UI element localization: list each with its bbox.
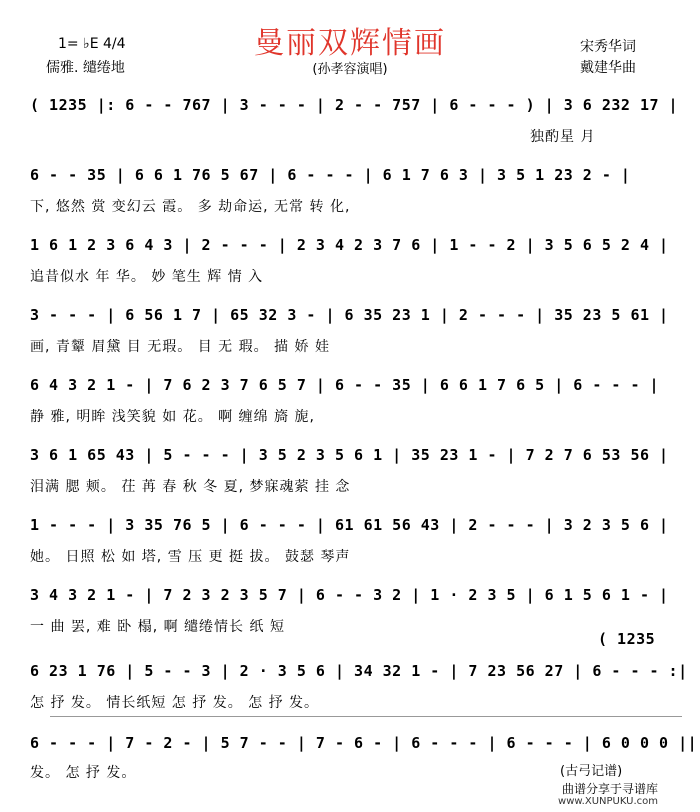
notation-row: 3 4 3 2 1 - | 7 2 3 2 3 5 7 | 6 - - 3 2 | 1 · 2 3 5 | 6 1 5 6 1 - | xyxy=(30,586,669,604)
lyric-row: 泪满 腮 颊。 茌 苒 春 秋 冬 夏, 梦寐魂萦 挂 念 xyxy=(30,479,351,495)
lyric-row: 下, 悠然 赏 变幻云 霞。 多 劫命运, 无常 转 化, xyxy=(30,199,351,215)
notation-row: ( 1235 |: 6 - - 767 | 3 - - - | 2 - - 757 | 6 - - - ) | 3 6 232 17 | xyxy=(30,96,679,114)
tempo-marking: 儒雅. 缱绻地 xyxy=(46,60,125,76)
composer-credit: 戴建华曲 xyxy=(580,60,636,76)
lyric-row: 怎 抒 发。 情长纸短 怎 抒 发。 怎 抒 发。 xyxy=(30,695,320,711)
lyric-row: 发。 怎 抒 发。 xyxy=(30,765,137,781)
lyric-row: 独酌星 月 xyxy=(530,129,596,145)
notation-row: 3 - - - | 6 56 1 7 | 65 32 3 - | 6 35 23 1 | 2 - - - | 35 23 5 61 | xyxy=(30,306,669,324)
lyric-row: 一 曲 罢, 难 卧 榻, 啊 缱绻情长 纸 短 xyxy=(30,619,285,635)
performer-note: (孙孝容演唱) xyxy=(312,62,388,77)
notation-row: 1 - - - | 3 35 76 5 | 6 - - - | 61 61 56 43 | 2 - - - | 3 2 3 5 6 | xyxy=(30,516,669,534)
recorder-credit: (古弓记谱) xyxy=(560,764,623,779)
lyric-row: 画, 青颦 眉黛 目 无瑕。 目 无 瑕。 描 娇 娃 xyxy=(30,339,330,355)
volta-line xyxy=(50,716,682,717)
source-url: www.XUNPUKU.com xyxy=(558,796,658,807)
key-signature: 1= ♭E 4/4 xyxy=(58,36,126,52)
notation-row: 6 - - 35 | 6 6 1 76 5 67 | 6 - - - | 6 1 7 6 3 | 3 5 1 23 2 - | xyxy=(30,166,631,184)
lyricist-credit: 宋秀华词 xyxy=(580,39,636,55)
lyric-row: 静 雅, 明眸 浅笑貌 如 花。 啊 缠绵 旖 旎, xyxy=(30,409,315,425)
notation-row: 1 6 1 2 3 6 4 3 | 2 - - - | 2 3 4 2 3 7 6 | 1 - - 2 | 3 5 6 5 2 4 | xyxy=(30,236,669,254)
repeat-intro: ( 1235 xyxy=(598,630,656,648)
notation-row: 3 6 1 65 43 | 5 - - - | 3 5 2 3 5 6 1 | 35 23 1 - | 7 2 7 6 53 56 | xyxy=(30,446,669,464)
song-title: 曼丽双辉情画 xyxy=(254,26,446,61)
notation-row: 6 - - - | 7 - 2 - | 5 7 - - | 7 - 6 - | 6 - - - | 6 - - - | 6 0 0 0 || xyxy=(30,734,698,752)
notation-row: 6 23 1 76 | 5 - - 3 | 2 · 3 5 6 | 34 32 1 - | 7 23 56 27 | 6 - - - :| xyxy=(30,662,688,680)
lyric-row: 追昔似水 年 华。 妙 笔生 辉 情 入 xyxy=(30,269,264,285)
notation-row: 6 4 3 2 1 - | 7 6 2 3 7 6 5 7 | 6 - - 35 | 6 6 1 7 6 5 | 6 - - - | xyxy=(30,376,660,394)
lyric-row: 她。 日照 松 如 塔, 雪 压 更 挺 拔。 鼓瑟 琴声 xyxy=(30,549,351,565)
source-note: 曲谱分享于寻谱库 xyxy=(561,782,658,796)
